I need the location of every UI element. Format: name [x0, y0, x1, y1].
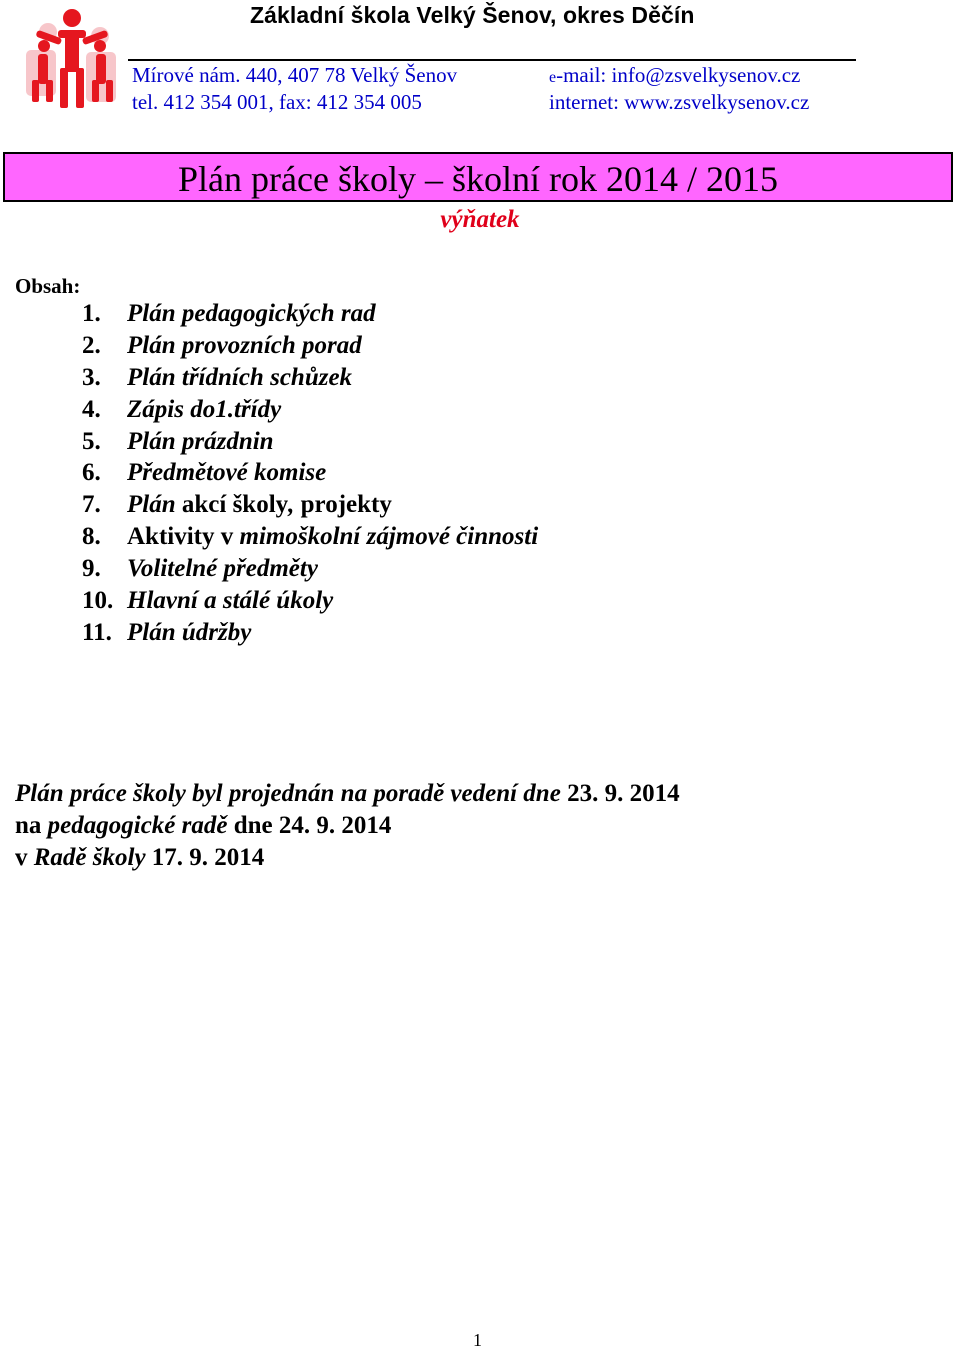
approval-line-2-body: pedagogické radě: [47, 812, 228, 839]
contents-item-text: Plán prázdnin: [127, 427, 274, 455]
approval-note: [15, 778, 680, 874]
contents-label: Obsah:: [15, 274, 81, 298]
phone-fax: tel. 412 354 001, fax: 412 354 005: [132, 90, 422, 114]
contents-item-text: Plán: [127, 491, 182, 519]
contents-list: [82, 300, 538, 651]
contents-item-number: 4.: [82, 395, 101, 423]
contents-item-text: Plán údržby: [127, 618, 252, 646]
page-subtitle: výňatek: [440, 206, 520, 233]
contents-item-text: projekty: [300, 491, 392, 519]
contents-item-text: ,: [288, 491, 301, 519]
contents-item: [82, 300, 538, 332]
contents-item: [82, 555, 538, 587]
school-logo-icon: [18, 6, 124, 116]
approval-line-1-date: 23. 9. 2014: [560, 780, 680, 807]
contents-item-text: akcí školy: [181, 491, 289, 519]
contents-item-number: 11.: [82, 618, 112, 646]
internet-line: [549, 90, 809, 115]
contents-item-number: 6.: [82, 459, 101, 487]
approval-line-3: [15, 842, 680, 874]
contents-item: [82, 396, 538, 428]
contents-item-number: 2.: [82, 331, 101, 359]
contents-item-text: Plán pedagogických rad: [127, 300, 376, 327]
website-link[interactable]: www.zsvelkysenov.cz: [624, 90, 810, 114]
internet-label: internet:: [549, 90, 625, 114]
contents-item-number: 10.: [82, 587, 114, 615]
email-link[interactable]: info@zsvelkysenov.cz: [611, 63, 801, 87]
email-line: [549, 63, 800, 88]
contents-item-number: 5.: [82, 427, 101, 455]
header-divider: [128, 59, 856, 61]
contents-item-text: Předmětové komise: [127, 459, 327, 487]
email-label: -mail:: [556, 63, 612, 87]
school-address: Mírové nám. 440, 407 78 Velký Šenov: [132, 63, 458, 87]
email-prefix: e: [549, 69, 557, 86]
contents-item-text: Hlavní a stálé úkoly: [127, 587, 334, 615]
contents-item-number: 3.: [82, 363, 101, 391]
contents-item-number: 7.: [82, 491, 101, 519]
approval-line-2: [15, 810, 680, 842]
contents-item-number: 8.: [82, 523, 101, 551]
school-name: Základní škola Velký Šenov, okres Děčín: [250, 2, 695, 28]
contents-item-number: 9.: [82, 555, 101, 583]
page-title: Plán práce školy – školní rok 2014 / 2015: [178, 159, 778, 199]
approval-line-1-text: Plán práce školy byl projednán na poradě vedení dne: [15, 780, 561, 807]
page-number: 1: [473, 1330, 482, 1350]
contents-item-text: Aktivity v: [127, 523, 240, 551]
approval-line-3-prefix: v: [15, 844, 34, 871]
contents-item: [82, 619, 538, 651]
contents-item: [82, 428, 538, 460]
contents-item: [82, 587, 538, 619]
contents-item: [82, 332, 538, 364]
contents-item-text: Plán provozních porad: [127, 331, 362, 359]
approval-line-3-date: 17. 9. 2014: [145, 844, 265, 871]
approval-line-2-date: dne 24. 9. 2014: [227, 812, 392, 839]
contents-item: [82, 459, 538, 491]
contents-item-text: Plán třídních schůzek: [127, 363, 353, 391]
approval-line-2-prefix: na: [15, 812, 48, 839]
contents-item-text: Volitelné předměty: [127, 555, 318, 583]
approval-line-3-body: Radě školy: [33, 844, 146, 871]
contents-item: [82, 364, 538, 396]
contents-item: [82, 523, 538, 555]
contents-item: [82, 491, 538, 523]
contents-item-number: 1.: [82, 300, 101, 327]
contents-item-text: Zápis do1.třídy: [127, 395, 282, 423]
title-banner: [3, 152, 953, 202]
approval-line-1: [15, 778, 680, 810]
contents-item-text: mimoškolní zájmové činnosti: [239, 523, 539, 551]
